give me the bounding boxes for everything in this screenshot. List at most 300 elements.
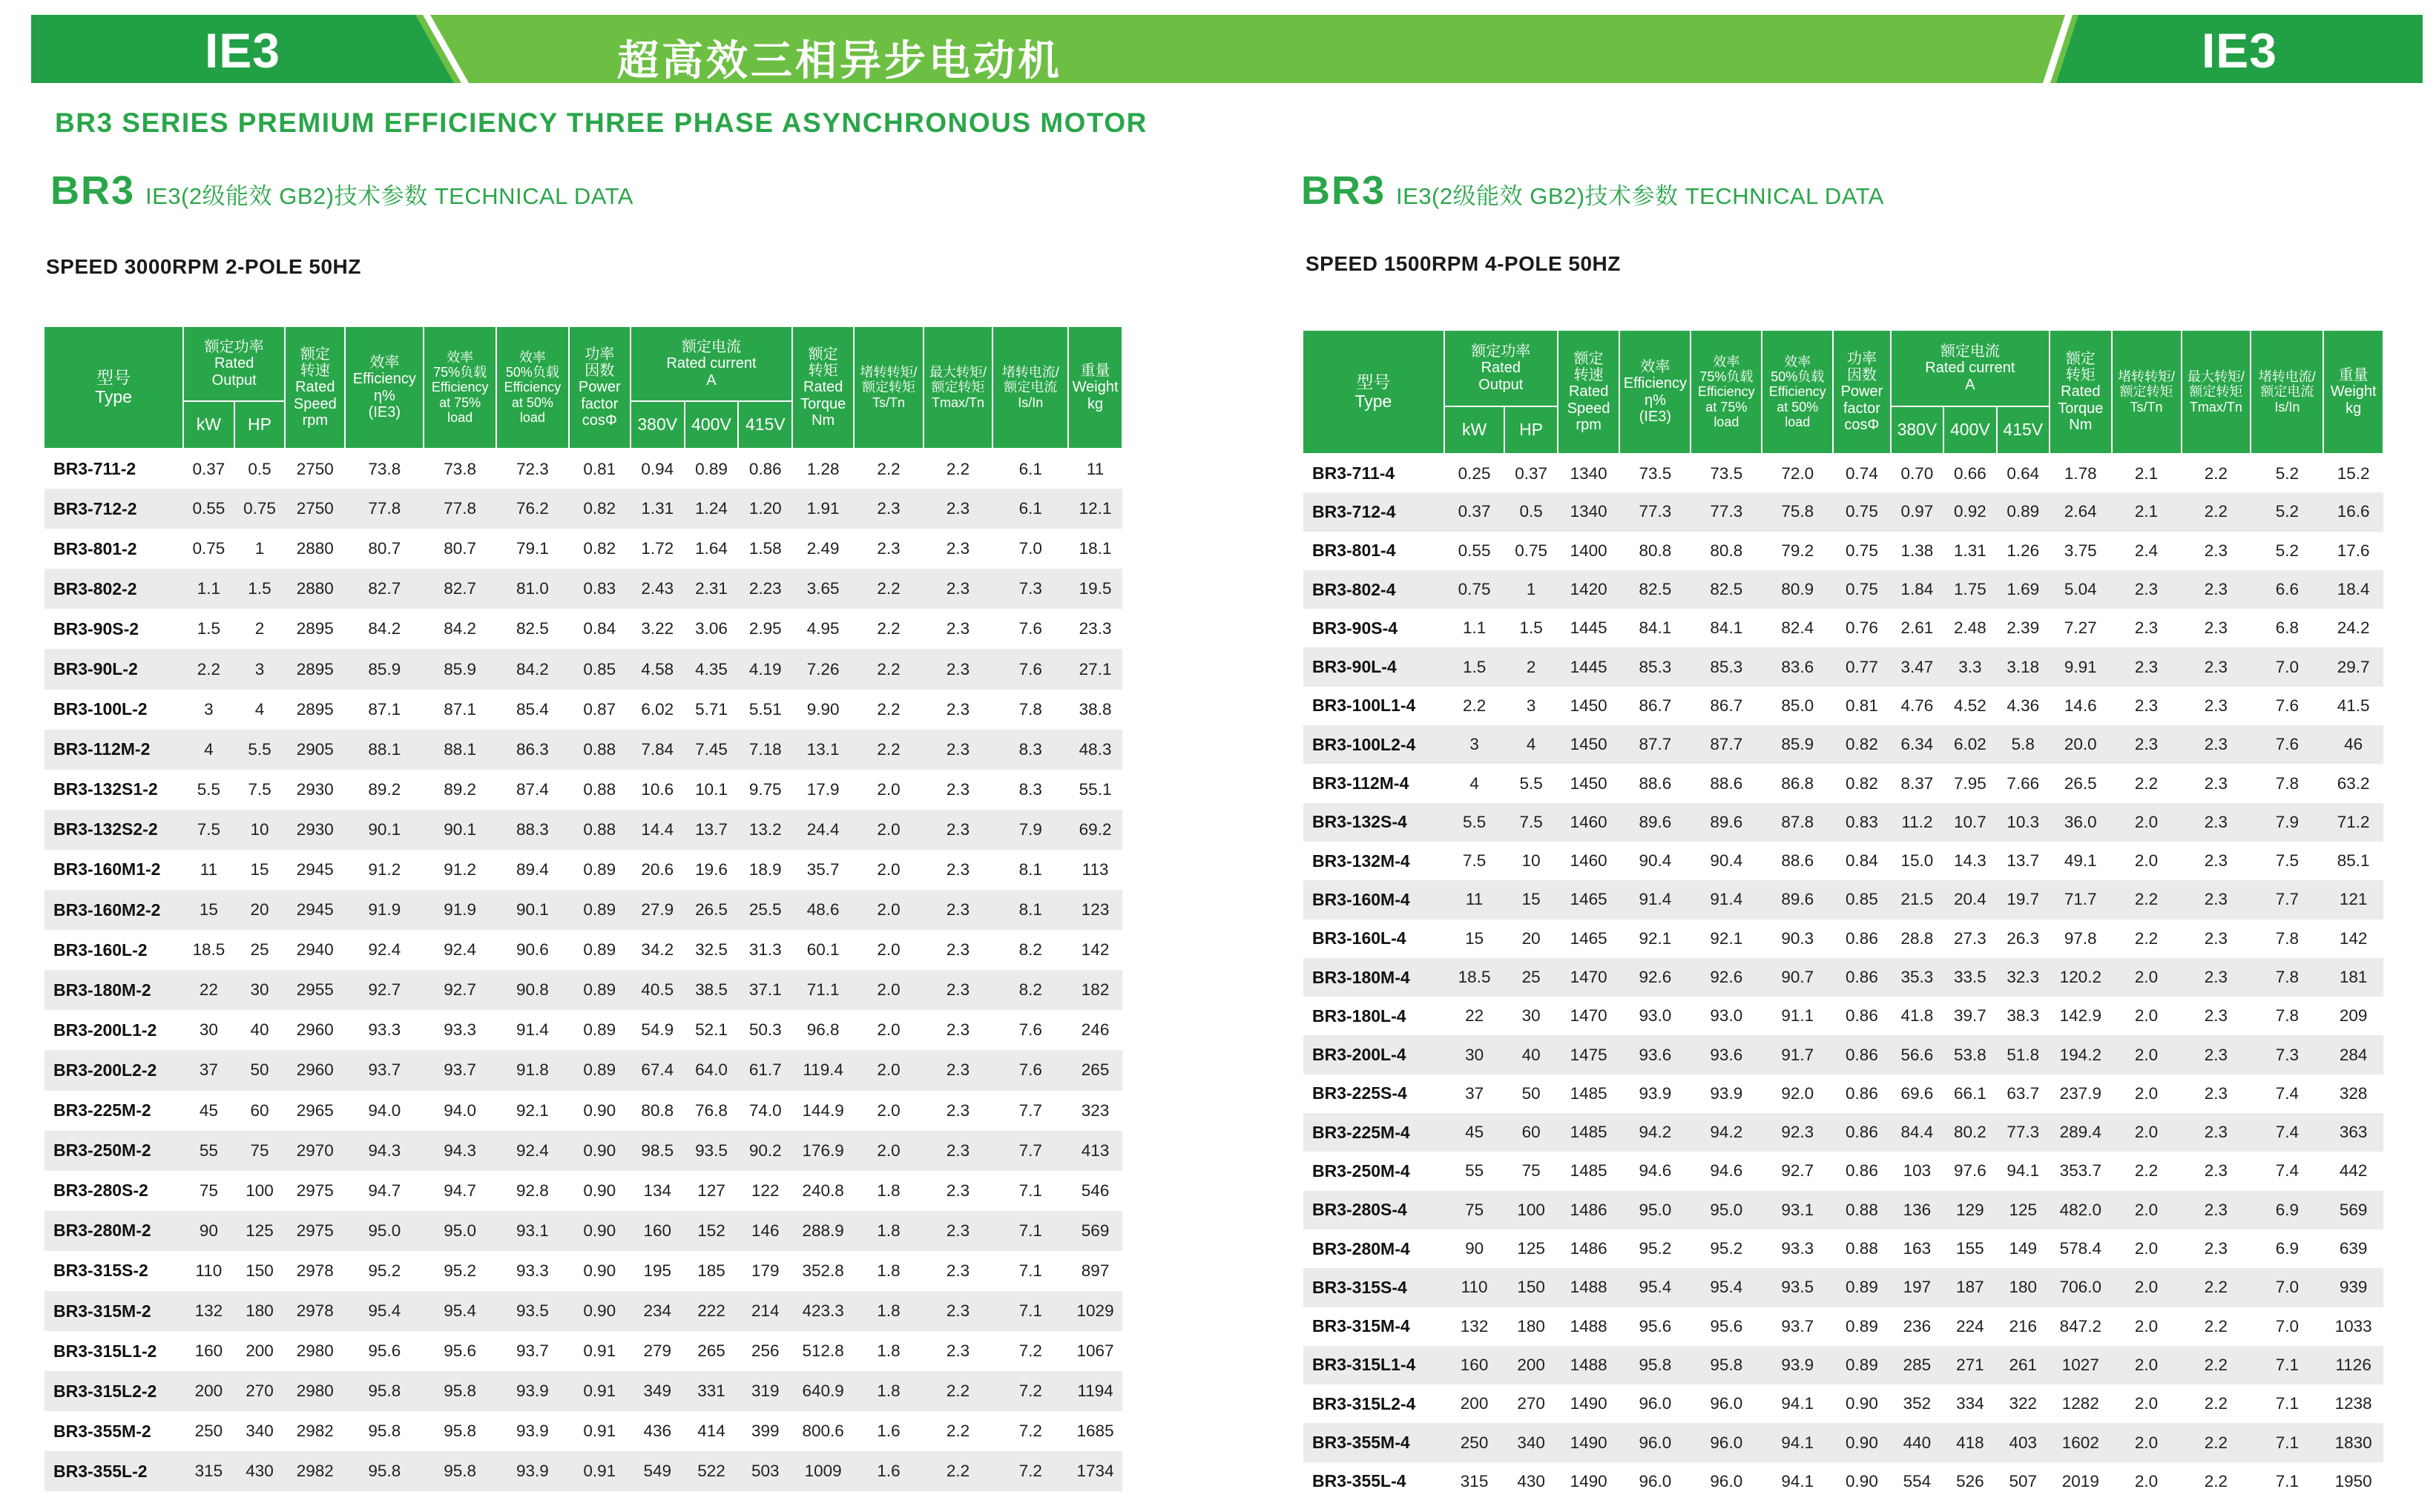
table-cell: 413: [1068, 1131, 1122, 1171]
table-cell: 25: [1504, 958, 1557, 997]
table-cell: 38.3: [1997, 997, 2050, 1035]
table-cell: 418: [1943, 1423, 1996, 1462]
table-cell: 285: [1891, 1346, 1943, 1384]
col-kw: kW: [1444, 406, 1505, 454]
table-cell: 2.3: [2182, 958, 2251, 997]
table-cell: 20.6: [631, 850, 685, 890]
table-cell: 31.3: [738, 930, 792, 970]
table-cell: 7.0: [2251, 1268, 2323, 1307]
table-cell: 93.1: [1762, 1191, 1833, 1229]
col-kw: kW: [183, 401, 234, 449]
table-cell: 7.2: [992, 1411, 1068, 1451]
table-row: [45, 449, 1122, 489]
col-tmax-tn: 最大转矩/ 额定转矩 Tmax/Tn: [924, 327, 993, 449]
table-cell: 84.1: [1619, 609, 1691, 647]
table-cell: 1340: [1558, 492, 1620, 531]
motor-type-cell: BR3-90L-2: [45, 649, 183, 689]
col-400v: 400V: [1943, 406, 1996, 454]
table-cell: 10: [1504, 842, 1557, 880]
table-cell: 89.4: [496, 850, 569, 890]
table-cell: 1.8: [854, 1291, 924, 1331]
table-cell: 10.6: [631, 770, 685, 810]
table-cell: 73.8: [345, 449, 424, 489]
table-cell: 96.0: [1619, 1462, 1691, 1501]
table-cell: 194.2: [2050, 1035, 2112, 1074]
table-cell: 2.2: [924, 1411, 993, 1451]
table-cell: 4: [234, 690, 286, 730]
table-cell: 2.2: [2112, 920, 2182, 958]
motor-type-cell: BR3-90S-2: [45, 609, 183, 649]
right-speed-label: SPEED 1500RPM 4-POLE 50HZ: [1306, 252, 1621, 275]
table-cell: 1.58: [738, 529, 792, 569]
table-cell: 1.1: [1444, 609, 1505, 647]
table-cell: 423.3: [792, 1291, 854, 1331]
table-row: [1303, 1113, 2383, 1152]
table-cell: 2.0: [854, 1050, 924, 1090]
table-cell: 40: [234, 1010, 286, 1050]
table-cell: 182: [1068, 970, 1122, 1010]
table-cell: 95.0: [424, 1211, 496, 1251]
table-cell: 77.3: [1619, 492, 1691, 531]
table-cell: 176.9: [792, 1131, 854, 1171]
table-cell: 94.1: [1762, 1384, 1833, 1423]
table-cell: 3: [1504, 687, 1557, 725]
table-cell: 1.8: [854, 1251, 924, 1291]
motor-type-cell: BR3-160M2-2: [45, 890, 183, 930]
table-cell: 0.85: [569, 649, 631, 689]
table-cell: 75: [1504, 1152, 1557, 1190]
table-cell: 2.0: [854, 890, 924, 930]
table-cell: 569: [1068, 1211, 1122, 1251]
table-cell: 2.0: [2112, 1035, 2182, 1074]
table-cell: 80.8: [631, 1091, 685, 1131]
motor-type-cell: BR3-802-2: [45, 569, 183, 609]
table-cell: 2930: [285, 810, 345, 850]
table-cell: 6.1: [992, 489, 1068, 529]
table-cell: 2.49: [792, 529, 854, 569]
table-cell: 2.0: [854, 1091, 924, 1131]
table-cell: 271: [1943, 1346, 1996, 1384]
table-cell: 265: [685, 1331, 739, 1371]
table-row: [1303, 1035, 2383, 1074]
table-cell: 2.2: [2182, 1384, 2251, 1423]
table-cell: 80.2: [1943, 1113, 1996, 1152]
table-cell: 92.7: [1762, 1152, 1833, 1190]
table-cell: 578.4: [2050, 1229, 2112, 1268]
left-subtitle: IE3(2级能效 GB2)技术参数 TECHNICAL DATA: [145, 183, 633, 209]
table-cell: 85.9: [1762, 725, 1833, 764]
table-cell: 0.83: [569, 569, 631, 609]
table-cell: 96.0: [1691, 1384, 1762, 1423]
table-cell: 1.64: [685, 529, 739, 569]
table-cell: 2.2: [924, 1451, 993, 1491]
table-row: [1303, 1268, 2383, 1307]
motor-type-cell: BR3-315L1-2: [45, 1331, 183, 1371]
table-cell: 103: [1891, 1152, 1943, 1190]
table-cell: 82.7: [345, 569, 424, 609]
table-cell: 7.8: [2251, 958, 2323, 997]
table-cell: 27.9: [631, 890, 685, 930]
table-cell: 353.7: [2050, 1152, 2112, 1190]
table-cell: 92.6: [1619, 958, 1691, 997]
table-cell: 93.9: [1691, 1074, 1762, 1113]
table-cell: 1: [1504, 570, 1557, 609]
table-cell: 0.66: [1943, 454, 1996, 492]
table-cell: 86.7: [1691, 687, 1762, 725]
table-cell: 5.5: [1504, 764, 1557, 802]
table-cell: 1450: [1558, 764, 1620, 802]
table-cell: 28.8: [1891, 920, 1943, 958]
table-cell: 15.2: [2323, 454, 2383, 492]
table-cell: 0.90: [1833, 1384, 1891, 1423]
table-cell: 2.2: [2182, 492, 2251, 531]
table-cell: 91.9: [345, 890, 424, 930]
table-cell: 0.64: [1997, 454, 2050, 492]
table-cell: 1.31: [1943, 532, 1996, 570]
table-cell: 96.8: [792, 1010, 854, 1050]
table-cell: 14.3: [1943, 842, 1996, 880]
table-cell: 75: [234, 1131, 286, 1171]
table-row: [45, 1291, 1122, 1331]
table-cell: 87.7: [1619, 725, 1691, 764]
table-cell: 15: [234, 850, 286, 890]
table-cell: 13.2: [738, 810, 792, 850]
table-cell: 2.3: [2182, 1035, 2251, 1074]
table-cell: 340: [234, 1411, 286, 1451]
table-cell: 1470: [1558, 958, 1620, 997]
table-cell: 1450: [1558, 725, 1620, 764]
table-cell: 69.6: [1891, 1074, 1943, 1113]
table-cell: 82.4: [1762, 609, 1833, 647]
table-cell: 0.91: [569, 1331, 631, 1371]
table-cell: 7.84: [631, 730, 685, 770]
col-rated-output: 额定功率 Rated Output: [183, 327, 285, 401]
table-cell: 2.3: [2182, 687, 2251, 725]
table-cell: 2978: [285, 1251, 345, 1291]
table-cell: 29.7: [2323, 647, 2383, 686]
table-cell: 11: [1068, 449, 1122, 489]
table-cell: 93.3: [496, 1251, 569, 1291]
table-cell: 2.3: [924, 1091, 993, 1131]
table-cell: 40.5: [631, 970, 685, 1010]
table-cell: 0.89: [569, 970, 631, 1010]
table-row: [45, 1171, 1122, 1211]
table-cell: 7.6: [2251, 687, 2323, 725]
motor-type-cell: BR3-712-2: [45, 489, 183, 529]
table-cell: 7.6: [2251, 725, 2323, 764]
table-cell: 1460: [1558, 803, 1620, 842]
table-cell: 349: [631, 1371, 685, 1411]
table-cell: 32.5: [685, 930, 739, 970]
table-cell: 0.89: [685, 449, 739, 489]
table-cell: 80.7: [345, 529, 424, 569]
table-cell: 93.5: [1762, 1268, 1833, 1307]
table-cell: 93.3: [345, 1010, 424, 1050]
table-cell: 4.95: [792, 609, 854, 649]
table-cell: 1.1: [183, 569, 234, 609]
left-model-label: BR3: [50, 168, 136, 213]
table-row: [1303, 1462, 2383, 1501]
table-cell: 1.91: [792, 489, 854, 529]
table-cell: 18.4: [2323, 570, 2383, 609]
table-cell: 1.69: [1997, 570, 2050, 609]
table-cell: 270: [234, 1371, 286, 1411]
table-cell: 0.74: [1833, 454, 1891, 492]
table-cell: 20.0: [2050, 725, 2112, 764]
table-cell: 2750: [285, 449, 345, 489]
table-cell: 84.2: [345, 609, 424, 649]
table-cell: 91.4: [1619, 880, 1691, 919]
table-cell: 0.90: [1833, 1462, 1891, 1501]
table-cell: 56.6: [1891, 1035, 1943, 1074]
motor-type-cell: BR3-200L1-2: [45, 1010, 183, 1050]
table-cell: 216: [1997, 1307, 2050, 1346]
col-eff-50: 效率 50%负载 Efficiency at 50% load: [1762, 331, 1833, 454]
table-cell: 2: [1504, 647, 1557, 686]
table-cell: 2.0: [2112, 1229, 2182, 1268]
table-cell: 30: [1504, 997, 1557, 1035]
table-cell: 5.5: [1444, 803, 1505, 842]
table-cell: 7.7: [992, 1091, 1068, 1131]
table-cell: 507: [1997, 1462, 2050, 1501]
table-cell: 94.7: [424, 1171, 496, 1211]
table-cell: 0.70: [1891, 454, 1943, 492]
table-cell: 10.1: [685, 770, 739, 810]
table-cell: 79.2: [1762, 532, 1833, 570]
table-cell: 46: [2323, 725, 2383, 764]
table-cell: 237.9: [2050, 1074, 2112, 1113]
table-cell: 0.90: [569, 1291, 631, 1331]
table-cell: 7.0: [2251, 1307, 2323, 1346]
table-cell: 93.3: [1762, 1229, 1833, 1268]
table-cell: 7.5: [1444, 842, 1505, 880]
table-cell: 89.6: [1691, 803, 1762, 842]
table-cell: 90.7: [1762, 958, 1833, 997]
table-cell: 64.0: [685, 1050, 739, 1090]
table-cell: 96.0: [1691, 1423, 1762, 1462]
table-cell: 94.0: [424, 1091, 496, 1131]
table-cell: 2.3: [2112, 570, 2182, 609]
table-cell: 95.2: [424, 1251, 496, 1291]
table-cell: 0.89: [569, 1010, 631, 1050]
col-type: 型号 Type: [1303, 331, 1444, 454]
table-cell: 2.3: [924, 850, 993, 890]
motor-type-cell: BR3-315L2-2: [45, 1371, 183, 1411]
table-cell: 0.75: [1833, 570, 1891, 609]
table-cell: 0.89: [1833, 1307, 1891, 1346]
table-cell: 7.8: [2251, 997, 2323, 1035]
table-cell: 1.75: [1943, 570, 1996, 609]
table-row: [45, 690, 1122, 730]
table-cell: 0.75: [234, 489, 286, 529]
table-cell: 1.31: [631, 489, 685, 529]
table-cell: 0.86: [1833, 1113, 1891, 1152]
table-cell: 1.5: [1504, 609, 1557, 647]
table-cell: 7.1: [992, 1251, 1068, 1291]
right-model-label: BR3: [1301, 168, 1386, 213]
table-cell: 240.8: [792, 1171, 854, 1211]
table-cell: 82.5: [496, 609, 569, 649]
table-cell: 7.1: [2251, 1462, 2323, 1501]
table-cell: 94.6: [1691, 1152, 1762, 1190]
table-cell: 180: [1997, 1268, 2050, 1307]
table-cell: 0.91: [569, 1371, 631, 1411]
table-cell: 2.61: [1891, 609, 1943, 647]
table-row: [45, 730, 1122, 770]
table-cell: 26.5: [2050, 764, 2112, 802]
table-cell: 50: [234, 1050, 286, 1090]
table-cell: 20.4: [1943, 880, 1996, 919]
table-cell: 90: [183, 1211, 234, 1251]
table-cell: 7.5: [183, 810, 234, 850]
table-cell: 2895: [285, 690, 345, 730]
col-is-in: 堵转电流/ 额定电流 Is/In: [992, 327, 1068, 449]
table-cell: 127: [685, 1171, 739, 1211]
motor-type-cell: BR3-280S-4: [1303, 1191, 1444, 1229]
table-cell: 11.2: [1891, 803, 1943, 842]
motor-type-cell: BR3-160L-2: [45, 930, 183, 970]
table-cell: 2940: [285, 930, 345, 970]
table-cell: 41.8: [1891, 997, 1943, 1035]
table-cell: 224: [1943, 1307, 1996, 1346]
table-cell: 85.0: [1762, 687, 1833, 725]
table-cell: 1486: [1558, 1229, 1620, 1268]
table-cell: 3.18: [1997, 647, 2050, 686]
table-cell: 1488: [1558, 1268, 1620, 1307]
table-cell: 73.8: [424, 449, 496, 489]
table-cell: 706.0: [2050, 1268, 2112, 1307]
table-cell: 0.86: [1833, 920, 1891, 958]
col-415v: 415V: [738, 401, 792, 449]
table-cell: 22: [183, 970, 234, 1010]
table-cell: 92.7: [345, 970, 424, 1010]
table-cell: 2975: [285, 1171, 345, 1211]
table-cell: 2.3: [2112, 725, 2182, 764]
table-cell: 2.95: [738, 609, 792, 649]
table-cell: 1488: [1558, 1346, 1620, 1384]
table-cell: 2.3: [2112, 647, 2182, 686]
table-row: [45, 770, 1122, 810]
table-cell: 2.3: [924, 1251, 993, 1291]
table-cell: 7.6: [992, 609, 1068, 649]
table-cell: 7.26: [792, 649, 854, 689]
table-cell: 6.8: [2251, 609, 2323, 647]
table-cell: 38.5: [685, 970, 739, 1010]
table-cell: 132: [183, 1291, 234, 1331]
table-cell: 7.45: [685, 730, 739, 770]
table-cell: 93.0: [1619, 997, 1691, 1035]
col-hp: HP: [234, 401, 286, 449]
table-cell: 87.1: [345, 690, 424, 730]
table-cell: 60: [1504, 1113, 1557, 1152]
table-cell: 0.87: [569, 690, 631, 730]
table-cell: 134: [631, 1171, 685, 1211]
table-cell: 2.2: [1444, 687, 1505, 725]
table-cell: 363: [2323, 1113, 2383, 1152]
table-cell: 14.6: [2050, 687, 2112, 725]
table-cell: 2.3: [924, 489, 993, 529]
table-cell: 6.1: [992, 449, 1068, 489]
table-cell: 0.84: [569, 609, 631, 649]
table-cell: 4.52: [1943, 687, 1996, 725]
col-rated-torque: 额定 转矩 Rated Torque Nm: [792, 327, 854, 449]
table-cell: 440: [1891, 1423, 1943, 1462]
table-cell: 7.3: [992, 569, 1068, 609]
table-cell: 1445: [1558, 609, 1620, 647]
table-cell: 2.48: [1943, 609, 1996, 647]
table-cell: 8.3: [992, 730, 1068, 770]
table-cell: 7.8: [992, 690, 1068, 730]
table-cell: 120.2: [2050, 958, 2112, 997]
table-cell: 185: [685, 1251, 739, 1291]
table-cell: 0.97: [1891, 492, 1943, 531]
table-cell: 0.89: [569, 930, 631, 970]
table-row: [1303, 1229, 2383, 1268]
motor-type-cell: BR3-132S2-2: [45, 810, 183, 850]
table-cell: 7.9: [2251, 803, 2323, 842]
table-cell: 1.8: [854, 1171, 924, 1211]
table-cell: 180: [1504, 1307, 1557, 1346]
col-power-factor: 功率 因数 Power factor cosΦ: [569, 327, 631, 449]
table-cell: 1194: [1068, 1371, 1122, 1411]
table-cell: 2.3: [2182, 1113, 2251, 1152]
table-cell: 71.7: [2050, 880, 2112, 919]
table-cell: 95.8: [424, 1371, 496, 1411]
col-rated-output: 额定功率 Rated Output: [1444, 331, 1558, 406]
table-cell: 261: [1997, 1346, 2050, 1384]
table-cell: 6.02: [1943, 725, 1996, 764]
table-cell: 2.3: [924, 1291, 993, 1331]
table-cell: 0.75: [1833, 532, 1891, 570]
table-cell: 200: [1444, 1384, 1505, 1423]
motor-type-cell: BR3-132M-4: [1303, 842, 1444, 880]
table-cell: 93.5: [685, 1131, 739, 1171]
motor-type-cell: BR3-100L2-4: [1303, 725, 1444, 764]
table-cell: 2.3: [924, 890, 993, 930]
table-cell: 95.8: [424, 1451, 496, 1491]
table-cell: 7.7: [992, 1131, 1068, 1171]
table-cell: 0.89: [569, 850, 631, 890]
table-cell: 90.3: [1762, 920, 1833, 958]
motor-type-cell: BR3-200L-4: [1303, 1035, 1444, 1074]
table-cell: 12.1: [1068, 489, 1122, 529]
table-cell: 1950: [2323, 1462, 2383, 1501]
table-cell: 110: [183, 1251, 234, 1291]
table-cell: 85.4: [496, 690, 569, 730]
table-row: [1303, 842, 2383, 880]
table-cell: 92.8: [496, 1171, 569, 1211]
table-cell: 95.2: [1619, 1229, 1691, 1268]
table-cell: 7.6: [992, 1050, 1068, 1090]
table-cell: 403: [1997, 1423, 2050, 1462]
table-cell: 97.6: [1943, 1152, 1996, 1190]
table-cell: 40: [1504, 1035, 1557, 1074]
motor-type-cell: BR3-355M-2: [45, 1411, 183, 1451]
table-cell: 2.0: [854, 770, 924, 810]
table-cell: 1.5: [1444, 647, 1505, 686]
table-cell: 0.37: [1444, 492, 1505, 531]
table-cell: 5.2: [2251, 492, 2323, 531]
table-cell: 94.2: [1619, 1113, 1691, 1152]
table-cell: 234: [631, 1291, 685, 1331]
table-cell: 7.27: [2050, 609, 2112, 647]
motor-type-cell: BR3-315S-4: [1303, 1268, 1444, 1307]
col-hp: HP: [1504, 406, 1557, 454]
table-cell: 93.1: [496, 1211, 569, 1251]
table-cell: 2930: [285, 770, 345, 810]
table-cell: 2975: [285, 1211, 345, 1251]
table-cell: 91.7: [1762, 1035, 1833, 1074]
